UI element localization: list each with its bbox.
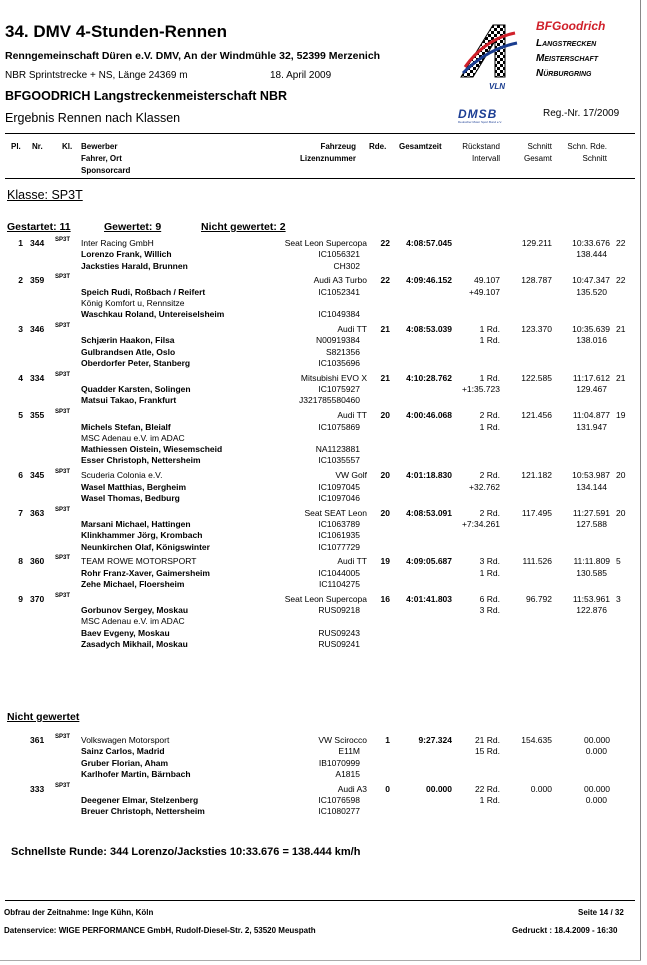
driver-license: IC1035696	[318, 358, 360, 368]
entry-rounds: 16	[380, 593, 390, 604]
entry-position: 3	[18, 324, 23, 335]
entry-best-lap-round: 21	[616, 372, 626, 383]
entry-rounds: 19	[380, 556, 390, 567]
entry-fahrzeug: Audi TT	[337, 556, 367, 567]
driver-name: Marsani Michael, Hattingen	[81, 518, 191, 529]
col-kl: Kl.	[62, 142, 73, 151]
driver-license: IC1063789	[318, 518, 360, 529]
vln-emblem-icon	[455, 19, 525, 89]
entry-best-lap: 11:17.612	[572, 372, 610, 383]
dmsb-subtext: Deutscher Motor Sport Bund e.V.	[458, 120, 502, 124]
driver-interval: 15 Rd.	[474, 746, 500, 757]
driver-license: IC1061935	[318, 530, 360, 541]
entry-position: 4	[18, 372, 23, 383]
stat-gewertet: Gewertet: 9	[104, 221, 162, 233]
page-title: 34. DMV 4-Stunden-Rennen	[5, 22, 227, 41]
entry-class: SP3T	[55, 734, 71, 740]
driver-best-avg: 135.520	[576, 286, 607, 297]
frame-right	[640, 0, 641, 960]
entry-gap: 1 Rd.	[479, 324, 500, 335]
driver-interval: +49.107	[469, 286, 500, 297]
driver-name: Lorenzo Frank, Willich	[81, 249, 172, 260]
entry-number: 363	[30, 507, 45, 518]
entry-total-time: 9:27.324	[418, 735, 452, 745]
driver-license: IC1104275	[319, 578, 360, 589]
driver-license: A1815	[335, 768, 360, 779]
driver-license: NA1123881	[315, 444, 360, 455]
driver-license: IC1075927	[318, 384, 360, 395]
driver-license: IC1097045	[318, 481, 360, 492]
entry-avg: 154.635	[521, 735, 552, 745]
entry-avg: 128.787	[521, 275, 552, 286]
col-rueckstand: Rückstand	[462, 142, 500, 151]
col-fahrer: Fahrer, Ort	[81, 154, 122, 163]
driver-best-avg: 131.947	[576, 421, 607, 432]
frame-bottom	[0, 960, 641, 961]
entry-total-time: 00.000	[426, 783, 452, 794]
entry-position: 9	[18, 593, 23, 604]
driver-name: Klinkhammer Jörg, Krombach	[81, 530, 203, 541]
driver-name: Esser Christoph, Nettersheim	[81, 455, 201, 466]
entry-bewerber: TEAM ROWE MOTORSPORT	[81, 556, 197, 567]
driver-interval: +7:34.261	[461, 518, 500, 529]
vln-logo	[455, 15, 635, 95]
driver-license: IC1076598	[318, 795, 360, 805]
driver-name: Rohr Franz-Xaver, Gaimersheim	[81, 567, 210, 578]
entry-fahrzeug: Audi TT	[337, 324, 367, 335]
entry-avg: 129.211	[521, 238, 552, 248]
entry-gap: 22 Rd.	[474, 783, 500, 794]
entry-best-lap: 11:04.877	[572, 410, 610, 421]
driver-sponsor: MSC Adenau e.V. im ADAC	[81, 616, 185, 627]
entry-best-lap-round: 21	[616, 324, 626, 335]
entry-avg: 0.000	[530, 783, 552, 794]
fastest-lap: Schnellste Runde: 344 Lorenzo/Jacksties 10:33.676 = 138.444 km/h	[11, 846, 361, 858]
entry-position: 1	[18, 238, 23, 248]
entry-rounds: 20	[380, 507, 390, 518]
entry-avg: 121.456	[521, 410, 552, 421]
entry-number: 345	[30, 470, 45, 481]
track-info: NBR Sprintstrecke + NS, Länge 24369 m	[5, 70, 188, 81]
entry-avg: 117.495	[521, 507, 552, 518]
entry-total-time: 4:01:41.803	[406, 593, 452, 604]
col-lizenz: Lizenznummer	[299, 154, 356, 163]
entry-rounds: 20	[380, 470, 390, 481]
entry-best-lap: 11:53.961	[572, 593, 610, 604]
driver-license: E11M	[338, 746, 360, 757]
driver-best-avg: 127.588	[576, 518, 607, 529]
entry-gap: 2 Rd.	[479, 507, 500, 518]
driver-license: IC1056321	[318, 249, 360, 260]
driver-best-avg: 134.144	[576, 481, 607, 492]
driver-license: IC1052341	[318, 286, 360, 297]
entry-fahrzeug: Seat Leon Supercopa	[284, 593, 367, 604]
vln-text: VLN	[489, 82, 505, 91]
entry-fahrzeug: Audi TT	[337, 410, 367, 421]
driver-name: Gruber Florian, Aham	[81, 757, 169, 768]
entry-number: 333	[30, 783, 45, 794]
entry-fahrzeug: VW Scirocco	[318, 735, 367, 745]
bfg-brand: BFGoodrich	[536, 19, 606, 33]
driver-best-avg: 138.444	[576, 249, 607, 260]
driver-name: Wasel Thomas, Bedburg	[81, 492, 180, 503]
entry-gap: 21 Rd.	[474, 735, 500, 745]
entry-number: 360	[30, 556, 45, 567]
logo-line-2: Meisterschaft	[536, 53, 598, 64]
entry-class: SP3T	[55, 371, 71, 378]
col-bewerber: Bewerber	[81, 142, 118, 151]
entry-best-lap: 00.000	[584, 735, 610, 745]
entry-best-lap-round: 19	[616, 410, 626, 421]
entry-total-time: 4:00:46.068	[406, 410, 452, 421]
driver-name: Sainz Carlos, Madrid	[81, 746, 165, 757]
driver-license: IC1075869	[318, 421, 360, 432]
entry-class: SP3T	[55, 506, 71, 513]
driver-license: RUS09241	[318, 638, 360, 649]
entry-avg: 122.585	[521, 372, 552, 383]
logo-line-1: Langstrecken	[536, 38, 597, 49]
entry-best-lap: 10:33.676	[572, 238, 610, 248]
entry-class: SP3T	[55, 237, 71, 243]
col-schnrde: Schn. Rde.	[567, 142, 607, 151]
driver-interval: 1 Rd.	[479, 335, 500, 346]
driver-name: Mathiessen Oistein, Wiesemscheid	[81, 444, 223, 455]
entry-gap: 1 Rd.	[479, 372, 500, 383]
driver-name: Deegener Elmar, Stelzenberg	[81, 795, 199, 805]
entry-best-lap-round: 5	[616, 556, 621, 567]
entry-fahrzeug: Audi A3	[337, 783, 367, 794]
class-heading: Klasse: SP3T	[7, 188, 83, 202]
driver-best-avg: 130.585	[576, 567, 607, 578]
series-name: BFGOODRICH Langstreckenmeisterschaft NBR	[5, 89, 288, 103]
entry-number: 361	[30, 735, 45, 745]
entry-rounds: 1	[385, 735, 390, 745]
driver-name: Gorbunov Sergey, Moskau	[81, 605, 189, 615]
driver-license: IC1077729	[318, 541, 360, 552]
driver-name: Jacksties Harald, Brunnen	[81, 260, 188, 271]
entry-rounds: 22	[380, 238, 390, 248]
col-schnitt-gesamt: Gesamt	[523, 154, 552, 163]
entry-best-lap: 10:53.987	[572, 470, 610, 481]
driver-interval: 1 Rd.	[479, 567, 500, 578]
entry-fahrzeug: Seat Leon Supercopa	[284, 238, 367, 248]
organizer: Renngemeinschaft Düren e.V. DMV, An der Windmühle 32, 52399 Merzenich	[5, 50, 381, 62]
stat-nicht-gewertet: Nicht gewertet: 2	[201, 221, 286, 233]
driver-name: Karlhofer Martin, Bärnbach	[81, 768, 191, 779]
col-rde: Rde.	[369, 142, 387, 151]
driver-license: RUS09218	[318, 605, 360, 615]
entry-avg: 96.792	[526, 593, 552, 604]
entry-fahrzeug: VW Golf	[335, 470, 367, 481]
driver-name: Neunkirchen Olaf, Königswinter	[81, 541, 210, 552]
entry-best-lap-round: 20	[616, 470, 626, 481]
entry-total-time: 4:09:05.687	[406, 556, 452, 567]
entry-number: 344	[30, 238, 45, 248]
entry-gap: 2 Rd.	[479, 470, 500, 481]
entry-gap: 49.107	[474, 275, 500, 286]
entry-best-lap: 10:47.347	[572, 275, 610, 286]
driver-best-avg: 0.000	[585, 746, 607, 757]
entry-avg: 111.526	[522, 556, 552, 567]
dmsb-logo: DMSB	[458, 107, 498, 121]
col-schnrde-schnitt: Schnitt	[582, 154, 607, 163]
driver-name: Gulbrandsen Atle, Oslo	[81, 346, 176, 357]
driver-license: J321785580460	[299, 395, 360, 406]
entry-class: SP3T	[55, 782, 71, 789]
driver-license: IB1070999	[318, 757, 360, 768]
footer-datenservice: Datenservice: WIGE PERFORMANCE GmbH, Rudolf-Diesel-Str. 2, 53520 Meuspath	[4, 926, 316, 935]
driver-best-avg: 129.467	[576, 384, 607, 395]
entry-total-time: 4:08:57.045	[406, 238, 452, 248]
entry-total-time: 4:01:18.830	[406, 470, 452, 481]
driver-license: S821356	[325, 346, 360, 357]
reg-number: Reg.-Nr. 17/2009	[543, 108, 620, 119]
entry-rounds: 20	[380, 410, 390, 421]
driver-name: Breuer Christoph, Nettersheim	[81, 806, 205, 817]
col-schnitt: Schnitt	[527, 142, 552, 151]
footer-divider	[5, 900, 635, 901]
driver-license: N00919384	[316, 335, 360, 346]
driver-name: Zasadych Mikhail, Moskau	[81, 638, 188, 649]
footer-page: Seite 14 / 32	[578, 908, 624, 917]
entry-position: 5	[18, 410, 23, 421]
entry-class: SP3T	[55, 274, 71, 281]
entry-number: 355	[30, 410, 45, 421]
driver-name: Speich Rudi, Roßbach / Reifert	[81, 286, 206, 297]
columns-divider	[5, 178, 635, 179]
entry-fahrzeug: Mitsubishi EVO X	[300, 372, 367, 383]
entry-number: 370	[30, 593, 45, 604]
driver-license: CH302	[333, 260, 360, 271]
driver-interval: +1:35.723	[461, 384, 500, 395]
entry-best-lap-round: 22	[616, 275, 626, 286]
entry-total-time: 4:08:53.091	[406, 507, 452, 518]
entry-number: 346	[30, 324, 45, 335]
driver-best-avg: 0.000	[585, 795, 607, 805]
col-intervall: Intervall	[471, 154, 500, 163]
col-gesamtzeit: Gesamtzeit	[399, 142, 442, 151]
driver-name: Zehe Michael, Floersheim	[81, 578, 185, 589]
entry-total-time: 4:10:28.762	[406, 372, 452, 383]
entry-rounds: 21	[380, 372, 390, 383]
entry-position: 7	[18, 507, 23, 518]
driver-sponsor: König Komfort u, Rennsitze	[81, 298, 185, 308]
driver-name: Wasel Matthias, Bergheim	[81, 481, 187, 492]
driver-name: Michels Stefan, Bleialf	[81, 421, 171, 432]
entry-position: 8	[18, 556, 23, 567]
entry-avg: 121.182	[521, 470, 552, 481]
col-nr: Nr.	[32, 142, 43, 151]
driver-name: Quadder Karsten, Solingen	[81, 384, 191, 395]
entry-best-lap-round: 3	[616, 593, 621, 604]
entry-best-lap: 10:35.639	[572, 324, 610, 335]
race-date: 18. April 2009	[270, 70, 332, 81]
entry-class: SP3T	[55, 555, 71, 562]
driver-license: IC1080277	[318, 806, 360, 817]
driver-interval: 1 Rd.	[479, 421, 500, 432]
entry-class: SP3T	[55, 409, 71, 416]
footer-obfrau: Obfrau der Zeitnahme: Inge Kühn, Köln	[4, 908, 154, 917]
header-divider	[5, 133, 635, 134]
entry-avg: 123.370	[521, 324, 552, 335]
entry-best-lap-round: 20	[616, 507, 626, 518]
entry-total-time: 4:09:46.152	[406, 275, 452, 286]
entry-number: 359	[30, 275, 45, 286]
driver-sponsor: MSC Adenau e.V. im ADAC	[81, 432, 185, 443]
driver-license: RUS09243	[318, 627, 360, 638]
driver-name: Schjærin Haakon, Filsa	[81, 335, 175, 346]
col-pl: Pl.	[11, 142, 21, 151]
driver-license: IC1097046	[318, 492, 360, 503]
logo-line-3: Nürburgring	[536, 68, 592, 79]
entry-best-lap: 11:27.591	[572, 507, 610, 518]
entry-bewerber: Scuderia Colonia e.V.	[81, 470, 163, 481]
stat-gestartet: Gestartet: 11	[7, 221, 71, 233]
entry-gap: 2 Rd.	[479, 410, 500, 421]
entry-class: SP3T	[55, 592, 71, 599]
entry-class: SP3T	[55, 323, 71, 330]
entry-rounds: 21	[380, 324, 390, 335]
result-subtitle: Ergebnis Rennen nach Klassen	[5, 111, 181, 125]
nicht-gewertet-heading: Nicht gewertet	[7, 711, 80, 723]
entry-gap: 3 Rd.	[479, 556, 500, 567]
driver-name: Oberdorfer Peter, Stanberg	[81, 358, 191, 368]
entry-total-time: 4:08:53.039	[406, 324, 452, 335]
driver-license: IC1049384	[318, 309, 360, 320]
entry-best-lap: 00.000	[584, 783, 610, 794]
driver-interval: 3 Rd.	[479, 605, 500, 615]
entry-fahrzeug: Audi A3 Turbo	[313, 275, 367, 286]
entry-fahrzeug: Seat SEAT Leon	[304, 507, 367, 518]
driver-best-avg: 122.876	[576, 605, 607, 615]
driver-interval: 1 Rd.	[479, 795, 500, 805]
col-fahrzeug: Fahrzeug	[320, 142, 356, 151]
driver-license: IC1044005	[318, 567, 360, 578]
entry-rounds: 22	[380, 275, 390, 286]
driver-best-avg: 138.016	[576, 335, 607, 346]
entry-position: 6	[18, 470, 23, 481]
entry-gap: 6 Rd.	[479, 593, 500, 604]
entry-position: 2	[18, 275, 23, 286]
driver-name: Waschkau Roland, Untereiselsheim	[81, 309, 225, 320]
entry-number: 334	[30, 372, 45, 383]
driver-interval: +32.762	[469, 481, 500, 492]
col-sponsor: Sponsorcard	[81, 166, 131, 175]
entry-bewerber: Inter Racing GmbH	[81, 238, 154, 248]
entry-rounds: 0	[385, 783, 390, 794]
entry-best-lap-round: 22	[616, 238, 626, 248]
driver-license: IC1035557	[318, 455, 360, 466]
entry-best-lap: 11:11.809	[573, 556, 610, 567]
driver-name: Baev Evgeny, Moskau	[81, 627, 170, 638]
footer-printed: Gedruckt : 18.4.2009 - 16:30	[512, 926, 618, 935]
entry-class: SP3T	[55, 469, 71, 476]
entry-bewerber: Volkswagen Motorsport	[81, 735, 170, 745]
driver-name: Matsui Takao, Frankfurt	[81, 395, 177, 406]
